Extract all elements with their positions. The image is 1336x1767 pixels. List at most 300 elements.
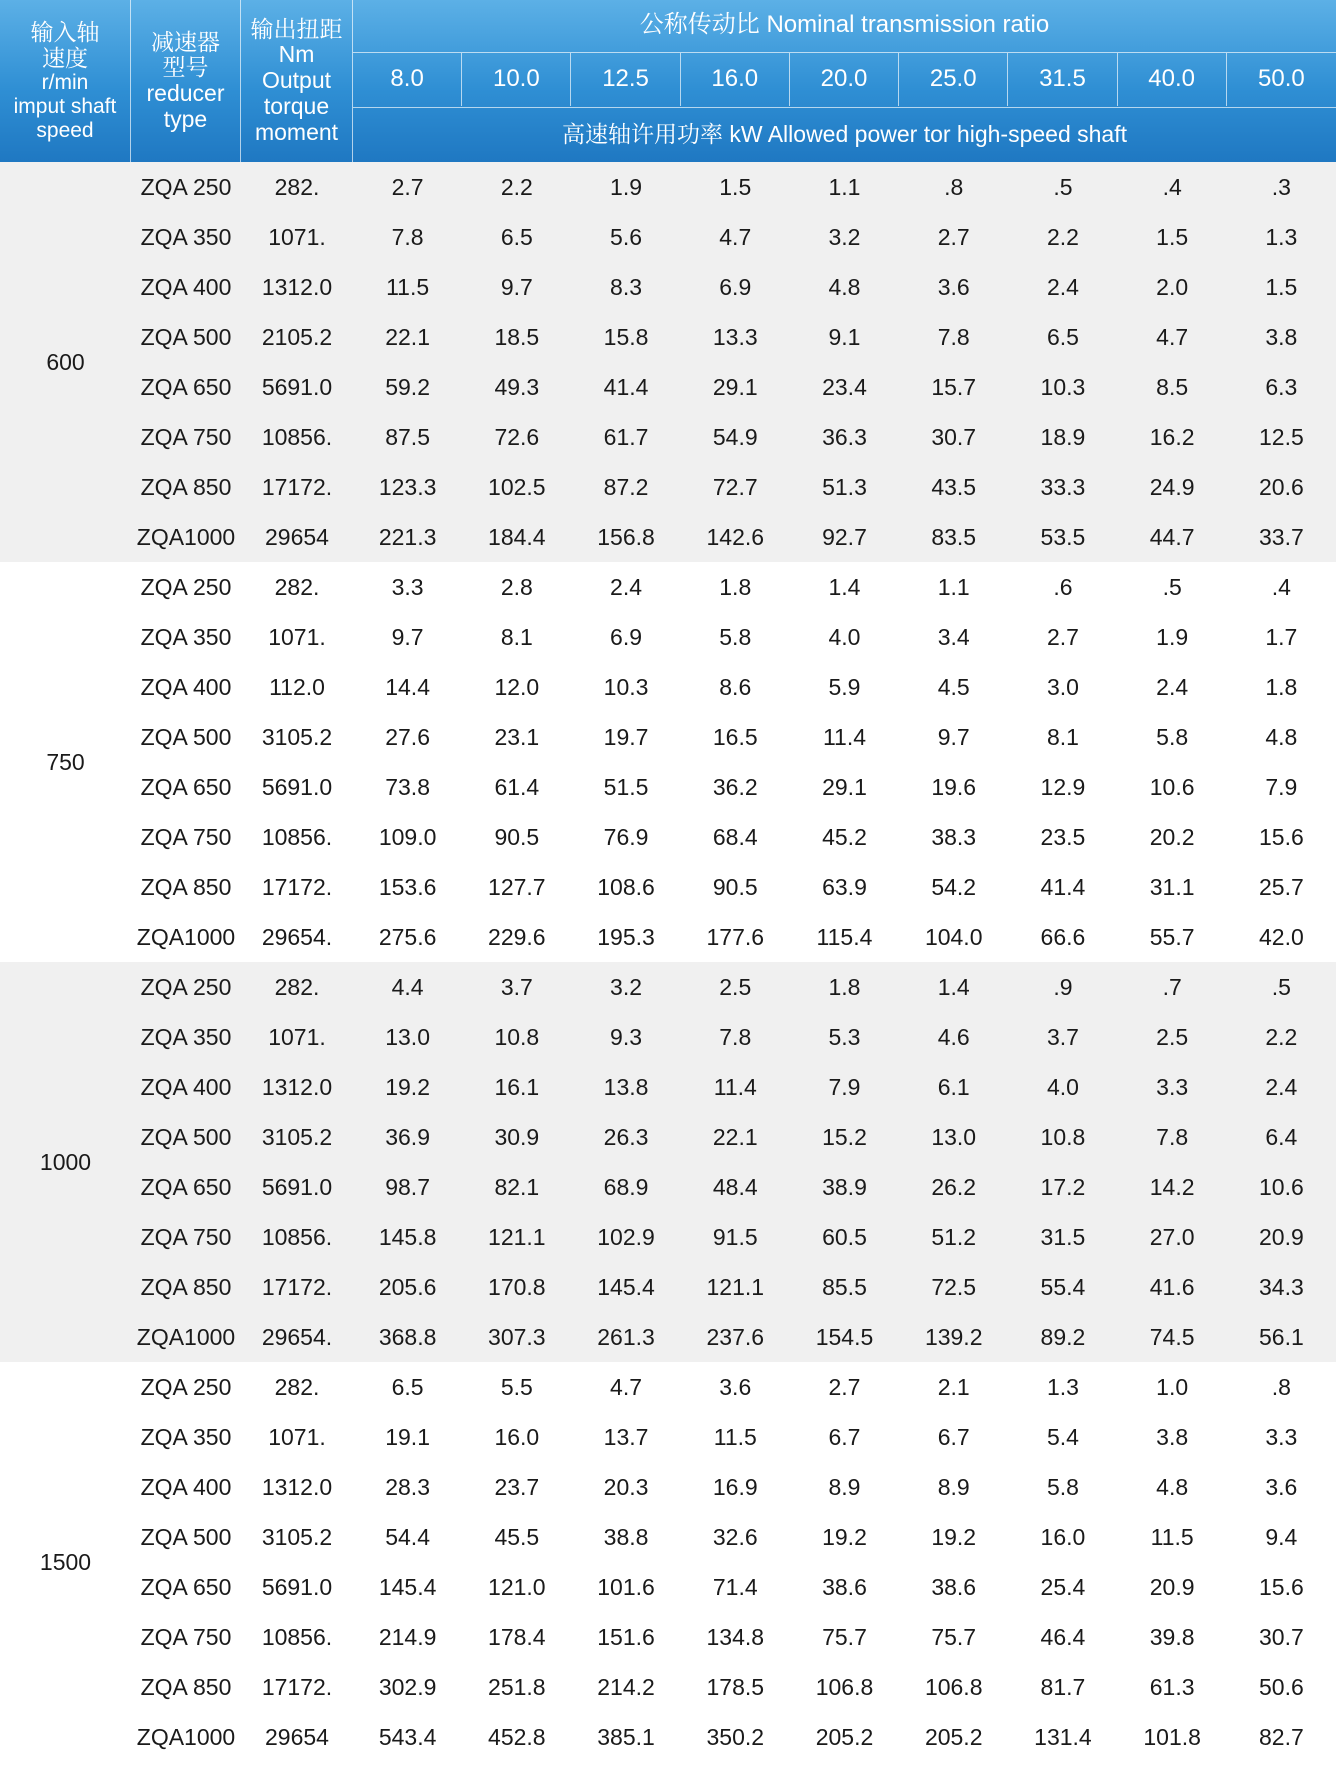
header-ratio-row [353,53,1336,106]
power-value-cell: .8 [944,173,964,200]
power-value-cell: 2.4 [1046,273,1079,300]
table-row [131,1662,1336,1712]
reducer-type-cell: ZQA 850 [140,873,232,900]
table-row [131,1112,1336,1162]
power-value-cell: 121.1 [706,1273,765,1300]
power-value-cell: 106.8 [924,1673,983,1700]
power-value-cell: 92.7 [822,523,867,550]
header-reducer-type-line: type [163,105,208,132]
power-value-cell: 42.0 [1258,923,1304,950]
power-value-cell: 10.3 [603,673,649,700]
power-value-cell: 41.4 [1040,873,1086,900]
power-value-cell: 2.0 [1156,273,1189,300]
power-value-cell: 261.3 [597,1323,655,1350]
power-value-cell: 2.5 [1156,1023,1189,1050]
power-value-cell: 19.2 [931,1523,977,1550]
power-value-cell: 543.4 [378,1723,437,1750]
power-value-cell: 205.6 [378,1273,437,1300]
power-value-cell: 46.4 [1040,1623,1086,1650]
power-value-cell: 32.6 [712,1523,758,1550]
power-value-cell: 307.3 [488,1323,546,1350]
power-value-cell: 3.6 [719,1373,752,1400]
output-torque-cell: 1071. [268,623,326,650]
power-value-cell: 3.4 [937,623,970,650]
power-value-cell: 23.1 [494,723,540,750]
power-value-cell: 82.7 [1258,1723,1304,1750]
power-value-cell: 102.9 [597,1223,655,1250]
power-value-cell: 13.7 [603,1423,649,1450]
power-value-cell: 59.2 [385,373,430,400]
power-value-cell: 9.4 [1265,1523,1298,1550]
header-input-speed [0,0,131,162]
header-reducer-type [131,0,241,162]
output-torque-cell: 29654 [265,523,329,550]
power-value-cell: 20.3 [603,1473,649,1500]
power-value-cell: 16.0 [494,1423,540,1450]
power-value-cell: 74.5 [1149,1323,1195,1350]
power-value-cell: 39.8 [1149,1623,1195,1650]
output-torque-cell: 5691.0 [261,1573,333,1600]
power-value-cell: 23.4 [822,373,867,400]
table-row [131,412,1336,462]
header-ratio-cell: 16.0 [681,53,790,106]
power-value-cell: 50.6 [1258,1673,1304,1700]
header-output-torque-line: torque [263,92,330,119]
output-torque-cell: 17172. [261,1673,333,1700]
power-value-cell: 61.7 [603,423,649,450]
power-value-cell: 2.7 [391,173,424,200]
power-value-cell: 56.1 [1258,1323,1304,1350]
table-row [131,1062,1336,1112]
power-value-cell: 2.2 [1265,1023,1298,1050]
power-value-cell: 25.7 [1258,873,1304,900]
power-value-cell: 16.5 [712,723,758,750]
power-value-cell: 4.8 [1156,1473,1189,1500]
power-value-cell: 87.5 [385,423,430,450]
power-value-cell: 10.8 [1040,1123,1086,1150]
power-value-cell: 205.2 [815,1723,874,1750]
power-value-cell: 98.7 [385,1173,430,1200]
power-value-cell: 1.4 [828,573,861,600]
power-value-cell: 91.5 [712,1223,758,1250]
reducer-type-cell: ZQA 650 [140,373,232,400]
header-output-torque-line: Output [261,67,332,94]
power-value-cell: 51.5 [603,773,649,800]
power-value-cell: 101.8 [1143,1723,1201,1750]
output-torque-cell: 3105.2 [261,723,333,750]
power-value-cell: 10.6 [1149,773,1195,800]
power-value-cell: 1.0 [1156,1373,1189,1400]
table-row [131,1162,1336,1212]
power-value-cell: 61.4 [494,773,540,800]
power-value-cell: 4.8 [828,273,861,300]
power-value-cell: 14.2 [1149,1173,1195,1200]
power-value-cell: 2.1 [937,1373,970,1400]
power-value-cell: 51.3 [822,473,867,500]
power-value-cell: 8.5 [1156,373,1189,400]
power-value-cell: 1.9 [1156,623,1189,650]
power-value-cell: 104.0 [924,923,983,950]
power-value-cell: 134.8 [706,1623,765,1650]
power-value-cell: 229.6 [488,923,546,950]
power-value-cell: 145.4 [378,1573,437,1600]
power-value-cell: 6.9 [610,623,643,650]
power-value-cell: 38.6 [822,1573,867,1600]
table-row [131,1412,1336,1462]
power-value-cell: 178.5 [706,1673,765,1700]
output-torque-cell: 1071. [268,1423,326,1450]
power-value-cell: 72.5 [931,1273,977,1300]
table-row [131,1562,1336,1612]
power-value-cell: 1.1 [828,173,861,200]
power-value-cell: 82.1 [494,1173,540,1200]
output-torque-cell: 17172. [261,473,333,500]
power-value-cell: 5.5 [500,1373,533,1400]
table-row [131,462,1336,512]
header-reducer-type-line: reducer [146,80,225,106]
power-value-cell: 16.9 [712,1473,758,1500]
power-value-cell: 45.5 [494,1523,540,1550]
table-row [131,1512,1336,1562]
reducer-type-cell: ZQA 750 [140,423,232,450]
power-value-cell: 29.1 [712,373,758,400]
power-value-cell: 12.9 [1040,773,1086,800]
power-value-cell: 2.4 [610,573,643,600]
power-value-cell: 5.9 [828,673,861,700]
power-value-cell: 195.3 [597,923,655,950]
power-value-cell: 102.5 [488,473,546,500]
power-value-cell: 2.2 [1046,223,1079,250]
power-value-cell: 15.8 [603,323,649,350]
header-ratio-cell: 10.0 [462,53,571,106]
power-value-cell: 2.4 [1265,1073,1298,1100]
power-value-cell: 36.2 [712,773,758,800]
power-value-cell: 15.6 [1258,1573,1304,1600]
power-value-cell: 22.1 [385,323,430,350]
power-value-cell: 5.4 [1046,1423,1079,1450]
power-value-cell: 13.8 [603,1073,649,1100]
power-value-cell: 127.7 [488,873,546,900]
power-value-cell: .4 [1162,173,1182,200]
power-value-cell: 7.8 [1156,1123,1189,1150]
reducer-type-cell: ZQA 750 [140,823,232,850]
power-value-cell: 178.4 [488,1623,546,1650]
power-value-cell: 156.8 [597,523,655,550]
power-value-cell: 15.2 [822,1123,867,1150]
power-value-cell: 237.6 [706,1323,765,1350]
power-value-cell: 2.4 [1156,673,1189,700]
power-value-cell: 7.8 [391,223,424,250]
power-value-cell: 20.2 [1149,823,1195,850]
power-value-cell: 142.6 [706,523,765,550]
power-value-cell: 27.6 [385,723,430,750]
power-value-cell: 170.8 [488,1273,546,1300]
power-value-cell: 41.6 [1149,1273,1195,1300]
power-value-cell: 3.6 [937,273,970,300]
output-torque-cell: 2105.2 [261,323,333,350]
power-value-cell: 55.4 [1040,1273,1086,1300]
power-value-cell: 9.7 [500,273,533,300]
power-value-cell: 30.7 [931,423,977,450]
power-value-cell: .5 [1162,573,1182,600]
power-value-cell: 90.5 [712,873,758,900]
table-body [0,162,1336,1767]
power-value-cell: 11.4 [822,723,867,750]
power-value-cell: 66.6 [1040,923,1086,950]
power-value-cell: 1.4 [937,973,970,1000]
power-value-cell: 38.3 [931,823,977,850]
power-value-cell: 7.8 [719,1023,752,1050]
power-value-cell: 19.6 [931,773,977,800]
table-row [131,362,1336,412]
table-row [131,262,1336,312]
power-value-cell: 8.1 [500,623,533,650]
power-value-cell: .6 [1053,573,1073,600]
power-value-cell: 131.4 [1034,1723,1092,1750]
power-value-cell: 53.5 [1040,523,1086,550]
power-value-cell: 48.4 [712,1173,758,1200]
power-value-cell: 4.7 [1156,323,1189,350]
reducer-type-cell: ZQA 850 [140,1273,232,1300]
power-value-cell: 302.9 [378,1673,437,1700]
power-value-cell: 4.7 [610,1373,643,1400]
power-value-cell: 8.9 [828,1473,861,1500]
power-value-cell: 16.0 [1040,1523,1086,1550]
table-row [131,512,1336,562]
power-value-cell: 19.1 [385,1423,430,1450]
power-value-cell: 43.5 [931,473,977,500]
output-torque-cell: 1312.0 [261,273,333,300]
power-value-cell: 13.0 [385,1023,430,1050]
reducer-type-cell: ZQA 400 [140,673,232,700]
power-value-cell: 151.6 [597,1623,655,1650]
table-row [131,1012,1336,1062]
power-value-cell: 2.7 [937,223,970,250]
header-output-torque-line: Nm [278,41,315,68]
power-value-cell: 3.8 [1265,323,1298,350]
reducer-type-cell: ZQA 250 [140,1373,232,1400]
power-value-cell: 83.5 [931,523,977,550]
power-value-cell: 1.5 [1265,273,1298,300]
power-value-cell: 8.1 [1046,723,1079,750]
power-value-cell: 16.1 [494,1073,540,1100]
reducer-type-cell: ZQA 750 [140,1623,232,1650]
power-value-cell: 275.6 [378,923,437,950]
power-value-cell: 73.8 [385,773,430,800]
speed-group-label: 750 [0,562,131,962]
reducer-type-cell: ZQA1000 [136,1323,236,1350]
power-value-cell: 30.9 [494,1123,540,1150]
power-value-cell: 30.7 [1258,1623,1304,1650]
output-torque-cell: 282. [274,1373,320,1400]
power-value-cell: 5.3 [828,1023,861,1050]
power-value-cell: 368.8 [378,1323,437,1350]
power-value-cell: 3.0 [1046,673,1079,700]
header-power-title: 高速轴许用功率 kW Allowed power tor high-speed shaft [562,121,1127,148]
power-value-cell: 33.3 [1040,473,1086,500]
reducer-type-cell: ZQA 350 [140,223,232,250]
power-value-cell: 20.6 [1258,473,1304,500]
table-row [131,812,1336,862]
power-value-cell: 205.2 [924,1723,983,1750]
power-value-cell: 6.5 [1046,323,1079,350]
power-value-cell: 24.9 [1149,473,1195,500]
power-value-cell: 71.4 [712,1573,758,1600]
power-value-cell: 13.3 [712,323,758,350]
power-value-cell: 8.9 [937,1473,970,1500]
power-value-cell: 61.3 [1149,1673,1195,1700]
header-ratio-cell: 8.0 [353,53,462,106]
power-value-cell: 11.5 [713,1423,757,1450]
header-output-torque-line: 输出扭距 [250,15,343,42]
table-row [131,1312,1336,1362]
header-input-speed-line: r/min [41,71,89,95]
reducer-type-cell: ZQA 650 [140,1573,232,1600]
power-value-cell: 54.4 [385,1523,430,1550]
output-torque-cell: 282. [274,573,320,600]
reducer-type-cell: ZQA 250 [140,973,232,1000]
power-value-cell: 54.9 [712,423,758,450]
table-row [131,562,1336,612]
output-torque-cell: 1071. [268,1023,326,1050]
power-value-cell: 29.1 [822,773,867,800]
power-value-cell: 3.6 [1265,1473,1298,1500]
power-value-cell: 3.7 [500,973,533,1000]
header-ratio-cell: 50.0 [1258,65,1305,93]
power-value-cell: 153.6 [378,873,437,900]
reducer-type-cell: ZQA 750 [140,1223,232,1250]
power-value-cell: 4.0 [828,623,861,650]
power-value-cell: 11.5 [386,273,430,300]
output-torque-cell: 10856. [261,423,333,450]
power-value-cell: 7.9 [828,1073,861,1100]
power-value-cell: .3 [1271,173,1291,200]
power-value-cell: 11.5 [1150,1523,1194,1550]
power-value-cell: 63.9 [822,873,867,900]
header-output-torque [241,0,353,162]
power-value-cell: 5.8 [719,623,752,650]
power-value-cell: 89.2 [1040,1323,1086,1350]
power-value-cell: 19.2 [385,1073,430,1100]
power-value-cell: 6.7 [937,1423,970,1450]
power-value-cell: 68.4 [712,823,758,850]
power-value-cell: 251.8 [488,1673,546,1700]
power-value-cell: .7 [1162,973,1182,1000]
header-ratio-title: 公称传动比 Nominal transmission ratio [639,10,1050,38]
power-value-cell: 385.1 [597,1723,655,1750]
output-torque-cell: 1312.0 [261,1473,333,1500]
power-value-cell: 177.6 [706,923,765,950]
table-row [131,962,1336,1012]
power-value-cell: 38.6 [931,1573,977,1600]
power-value-cell: 2.2 [500,173,533,200]
header-reducer-type-line: 型号 [162,54,209,81]
power-value-cell: .5 [1271,973,1291,1000]
reducer-type-cell: ZQA1000 [136,1723,236,1750]
header-ratio-cell: 25.0 [899,53,1008,106]
output-torque-cell: 10856. [261,1623,333,1650]
power-value-cell: 9.7 [937,723,970,750]
power-value-cell: 87.2 [603,473,649,500]
header-input-speed-line: imput shaft [13,94,117,118]
output-torque-cell: 112.0 [269,673,325,700]
speed-group-label: 600 [0,162,131,562]
power-value-cell: 31.1 [1149,873,1195,900]
header-input-speed-line: 输入轴 [30,18,100,45]
power-value-cell: 8.3 [610,273,643,300]
power-value-cell: 75.7 [931,1623,977,1650]
power-value-cell: 20.9 [1149,1573,1195,1600]
power-value-cell: 8.6 [719,673,752,700]
power-value-cell: 5.8 [1046,1473,1079,1500]
power-value-cell: 36.3 [822,423,867,450]
power-value-cell: 5.8 [1156,723,1189,750]
power-value-cell: 10.3 [1040,373,1086,400]
reducer-type-cell: ZQA 350 [140,623,232,650]
header-input-speed-line: 速度 [42,44,88,71]
power-value-cell: 7.8 [937,323,970,350]
power-value-cell: 90.5 [494,823,540,850]
speed-group-label: 1500 [0,1362,131,1762]
power-value-cell: 34.3 [1258,1273,1304,1300]
power-value-cell: 41.4 [603,373,649,400]
table-row [131,1212,1336,1262]
header-ratio-cell: 40.0 [1118,53,1227,106]
power-value-cell: 145.8 [378,1223,437,1250]
power-value-cell: 68.9 [603,1173,649,1200]
reducer-type-cell: ZQA 500 [140,323,232,350]
power-value-cell: 9.1 [828,323,861,350]
power-value-cell: 1.8 [719,573,752,600]
output-torque-cell: 17172. [261,1273,333,1300]
power-value-cell: .5 [1053,173,1073,200]
power-value-cell: 115.4 [816,923,873,950]
reducer-type-cell: ZQA 250 [140,573,232,600]
power-value-cell: 14.4 [385,673,430,700]
power-value-cell: 16.2 [1149,423,1195,450]
power-value-cell: 4.8 [1265,723,1298,750]
power-value-cell: 5.6 [610,223,643,250]
power-value-cell: 4.6 [937,1023,970,1050]
power-value-cell: 54.2 [931,873,977,900]
table-row [131,1712,1336,1762]
table-row [131,912,1336,962]
table-row [131,1362,1336,1412]
reducer-type-cell: ZQA1000 [136,523,236,550]
power-value-cell: 6.5 [391,1373,424,1400]
power-value-cell: 1.8 [828,973,861,1000]
power-value-cell: 17.2 [1040,1173,1086,1200]
reducer-type-cell: ZQA 400 [140,1073,232,1100]
reducer-type-cell: ZQA 500 [140,723,232,750]
power-value-cell: 1.5 [719,173,752,200]
power-value-cell: 106.8 [815,1673,874,1700]
power-value-cell: 3.3 [1265,1423,1298,1450]
reducer-type-cell: ZQA 850 [140,1673,232,1700]
power-value-cell: 7.9 [1265,773,1298,800]
power-value-cell: 15.6 [1258,823,1304,850]
output-torque-cell: 17172. [261,873,333,900]
power-value-cell: 23.7 [494,1473,540,1500]
table-row [131,1612,1336,1662]
power-value-cell: 55.7 [1149,923,1195,950]
power-value-cell: 19.7 [603,723,649,750]
table-row [131,712,1336,762]
power-value-cell: 1.3 [1046,1373,1079,1400]
reducer-type-cell: ZQA 350 [140,1423,232,1450]
power-value-cell: 44.7 [1149,523,1195,550]
power-value-cell: 108.6 [597,873,655,900]
